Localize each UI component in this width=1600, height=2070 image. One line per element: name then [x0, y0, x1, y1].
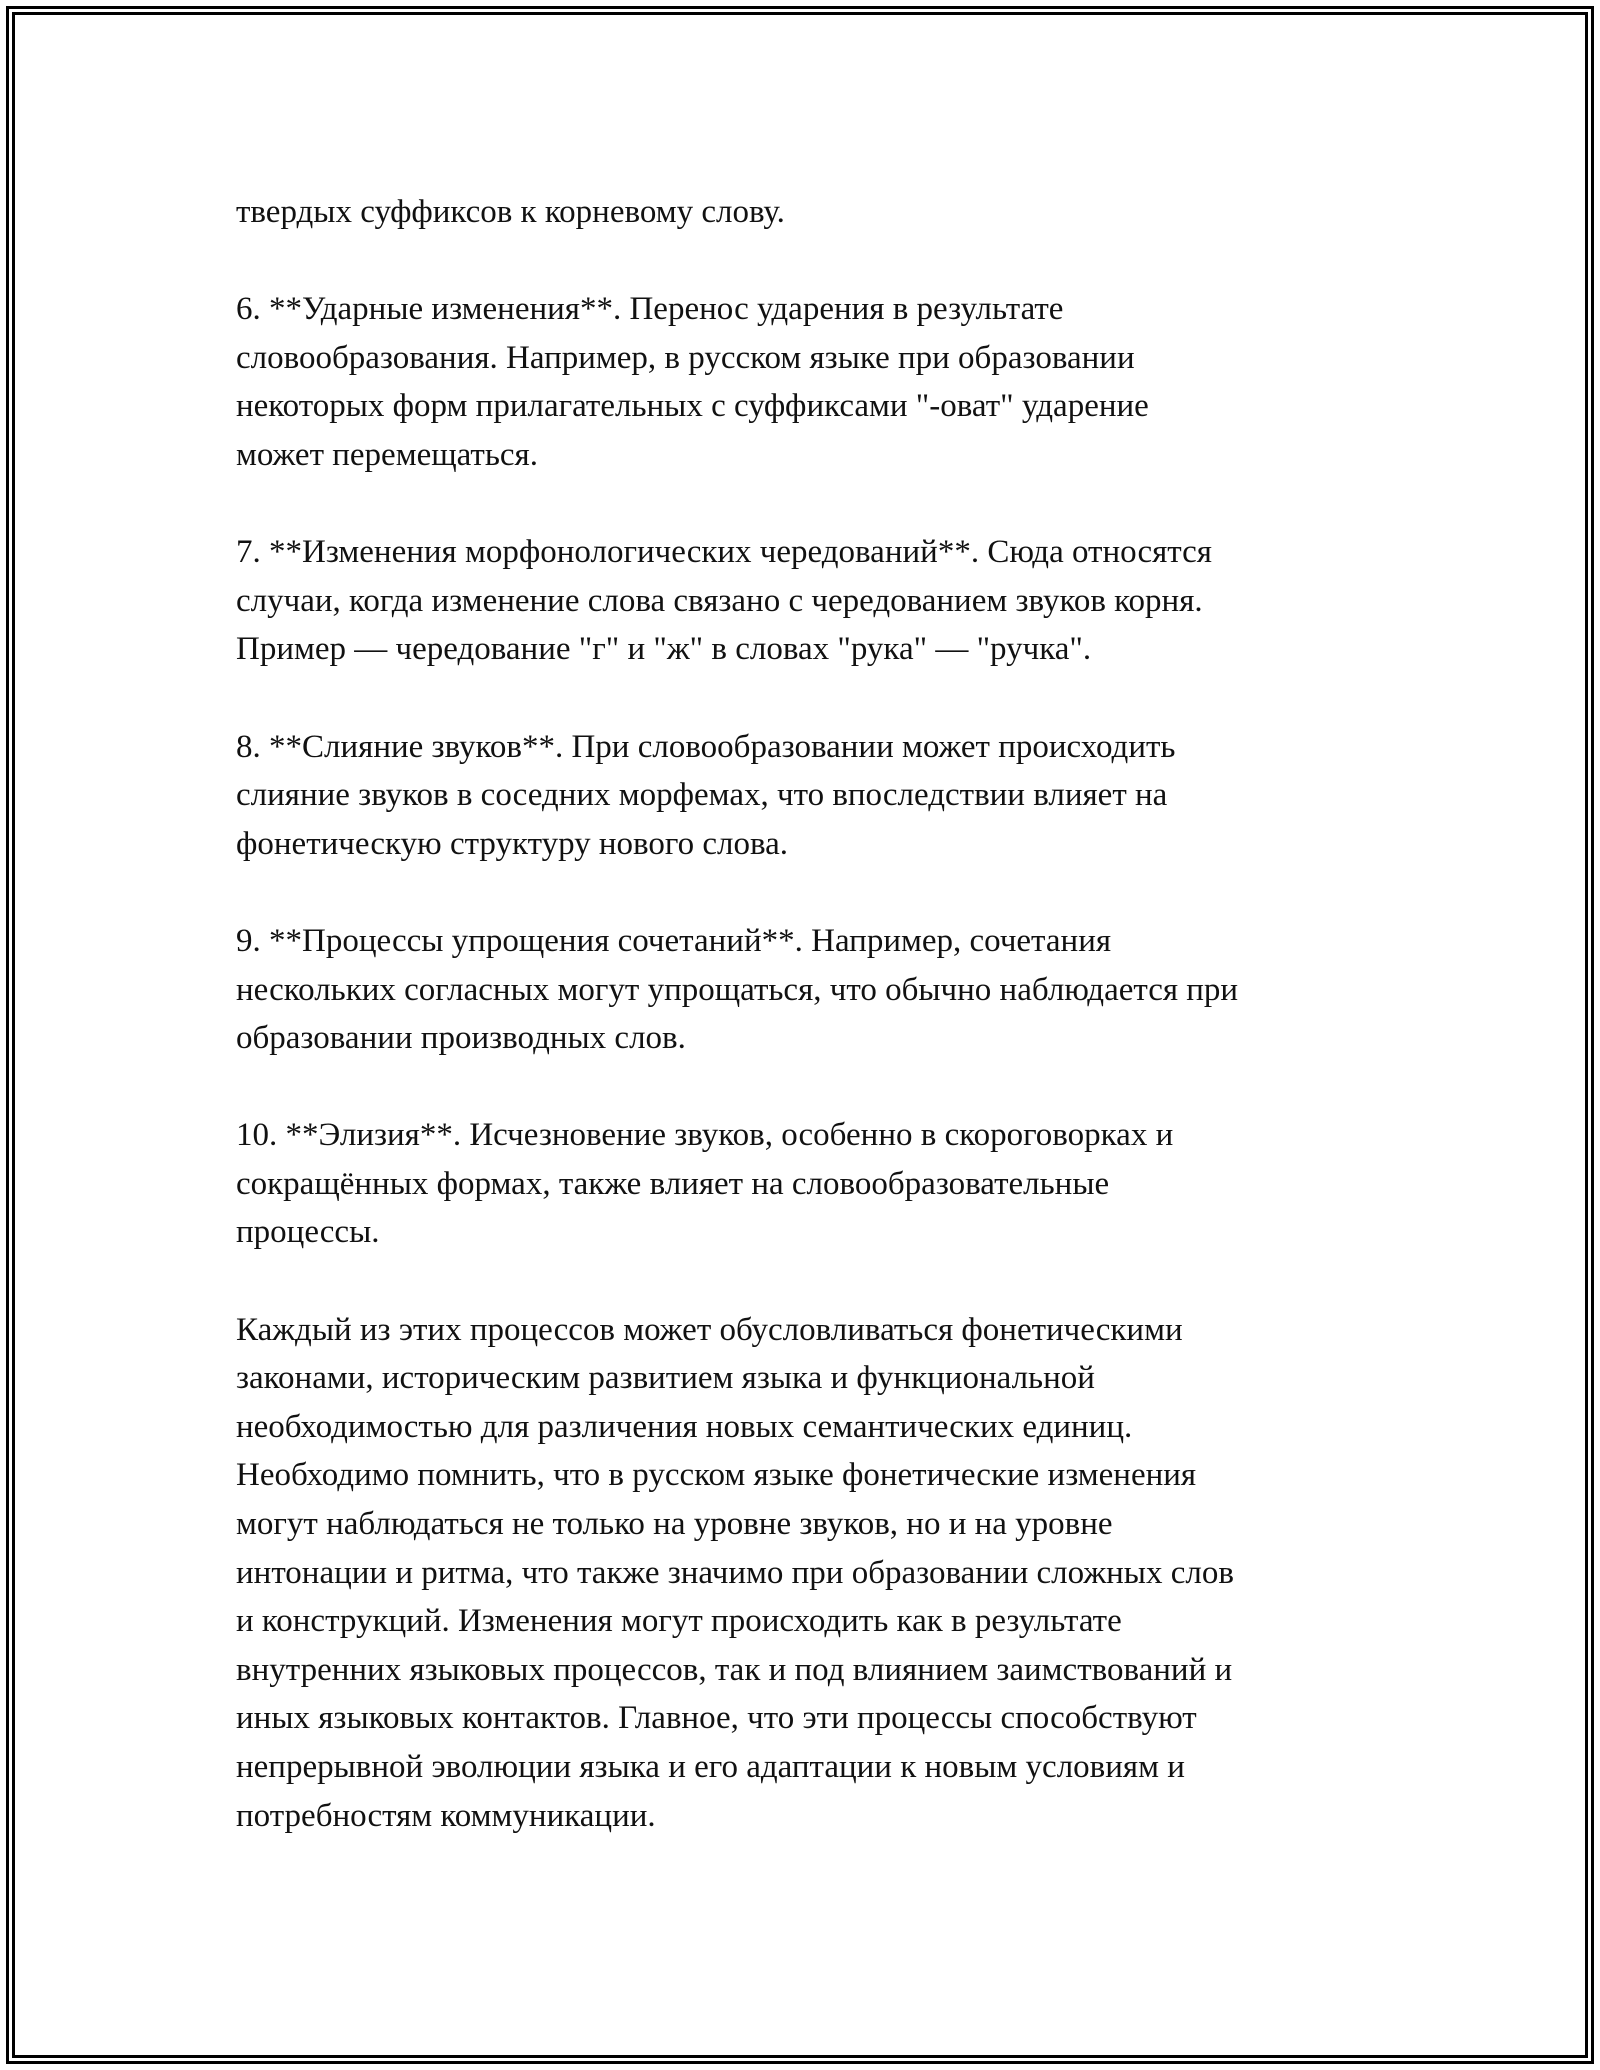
paragraph-item-8 [236, 723, 1376, 869]
paragraph-item-7 [236, 528, 1376, 674]
text-line: необходимостью для различения новых семантических единиц. [236, 1408, 1133, 1445]
text-line: иных языковых контактов. Главное, что эти процессы способствуют [236, 1700, 1197, 1737]
text-line: случаи, когда изменение слова связано с чередованием звуков корня. [236, 582, 1203, 619]
text-line: 6. **Ударные изменения**. Перенос ударения в результате [236, 291, 1064, 328]
text-line: 10. **Элизия**. Исчезновение звуков, особенно в скороговорках и [236, 1117, 1174, 1154]
document-body [236, 188, 1376, 1840]
text-line: словообразования. Например, в русском языке при образовании [236, 339, 1135, 376]
text-line: 7. **Изменения морфонологических чередований**. Сюда относятся [236, 534, 1212, 571]
text-line: интонации и ритма, что также значимо при образовании сложных слов [236, 1554, 1234, 1591]
paragraph-item-9 [236, 917, 1376, 1063]
text-line: Необходимо помнить, что в русском языке фонетические изменения [236, 1457, 1197, 1494]
paragraph-item-6 [236, 285, 1376, 479]
text-line: непрерывной эволюции языка и его адаптации к новым условиям и [236, 1749, 1185, 1785]
text-line: 9. **Процессы упрощения сочетаний**. Например, сочетания [236, 922, 1112, 959]
text-line: законами, историческим развитием языка и функциональной [236, 1360, 1095, 1397]
text-line: сокращённых формах, также влияет на словообразовательные [236, 1165, 1110, 1202]
text-line: 8. **Слияние звуков**. При словообразовании может происходить [236, 728, 1176, 765]
text-line: нескольких согласных могут упрощаться, что обычно наблюдается при [236, 971, 1239, 1008]
text-line: Каждый из этих процессов может обусловливаться фонетическими [236, 1311, 1183, 1348]
text-line: процессы. [236, 1214, 380, 1251]
text-line: потребностям коммуникации. [236, 1797, 656, 1834]
paragraph-conclusion [236, 1306, 1376, 1841]
paragraph-item-10 [236, 1111, 1376, 1257]
text-line: и конструкций. Изменения могут происходить как в результате [236, 1603, 1122, 1640]
text-line: Пример — чередование "г" и "ж" в словах "рука" — "ручка". [236, 631, 1092, 668]
text-line: внутренних языковых процессов, так и под влиянием заимствований и [236, 1651, 1233, 1688]
paragraph-continuation [236, 188, 1376, 237]
text-line: слияние звуков в соседних морфемах, что впоследствии влияет на [236, 777, 1168, 814]
text-line: некоторых форм прилагательных с суффиксами "-оват" ударение [236, 388, 1149, 425]
text-line: твердых суффиксов к корневому слову. [236, 194, 785, 230]
text-line: фонетическую структуру нового слова. [236, 825, 789, 862]
text-line: образовании производных слов. [236, 1020, 686, 1057]
text-line: может перемещаться. [236, 436, 538, 473]
text-line: могут наблюдаться не только на уровне звуков, но и на уровне [236, 1506, 1113, 1543]
